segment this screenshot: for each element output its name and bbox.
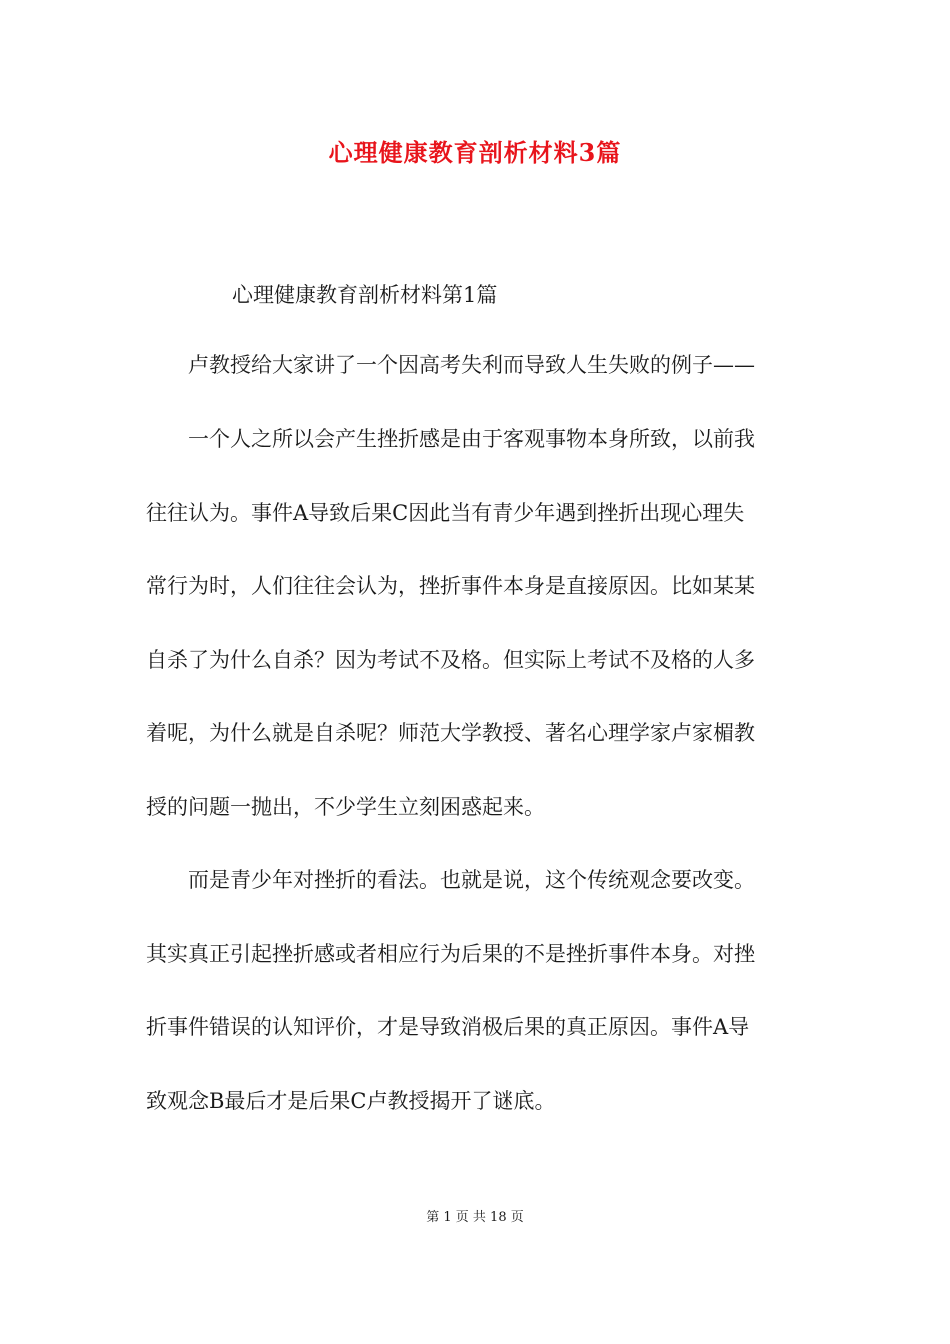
paragraph-line: 常行为时，人们往往会认为，挫折事件本身是直接原因。比如某某 [146, 574, 755, 598]
paragraph-1 [146, 329, 811, 403]
paragraph-line: 自杀了为什么自杀？因为考试不及格。但实际上考试不及格的人多 [146, 647, 755, 672]
paragraph-line: 着呢，为什么就是自杀呢？师范大学教授、著名心理学家卢家楣教 [146, 721, 755, 745]
paragraph-line: 致观念B最后才是后果C卢教授揭开了谜底。 [146, 1088, 556, 1113]
paragraph-3 [146, 844, 811, 1138]
section-heading: 心理健康教育剖析材料第1篇 [232, 283, 498, 307]
page-number-footer: 第 1 页 共 18 页 [426, 1210, 524, 1225]
paragraph-line: 折事件错误的认知评价，才是导致消极后果的真正原因。事件A导 [146, 1015, 750, 1039]
paragraph-line: 授的问题一抛出，不少学生立刻困惑起来。 [146, 794, 545, 819]
document-title: 心理健康教育剖析材料3篇 [328, 138, 622, 167]
paragraph-line: 而是青少年对挫折的看法。也就是说，这个传统观念要改变。 [146, 868, 755, 892]
paragraph-line: 一个人之所以会产生挫折感是由于客观事物本身所致，以前我 [146, 427, 755, 451]
paragraph-line: 卢教授给大家讲了一个因高考失利而导致人生失败的例子—— [146, 353, 755, 377]
paragraph-line: 往往认为。事件A导致后果C因此当有青少年遇到挫折出现心理失 [146, 500, 745, 525]
paragraph-2 [146, 403, 811, 844]
paragraph-line: 其实真正引起挫折感或者相应行为后果的不是挫折事件本身。对挫 [146, 941, 755, 966]
